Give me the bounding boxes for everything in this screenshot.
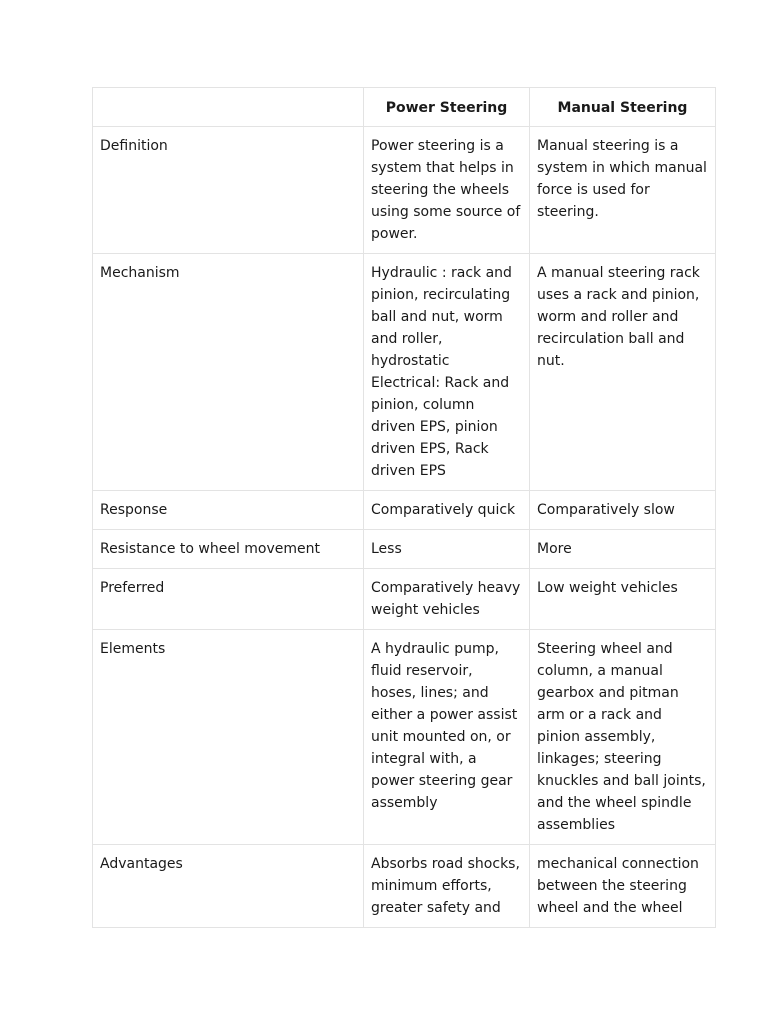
- row-label: Preferred: [93, 569, 364, 630]
- power-cell: Less: [364, 530, 530, 569]
- row-label: Response: [93, 491, 364, 530]
- table-row: [93, 630, 716, 845]
- power-cell: Power steering is a system that helps in steering the wheels using some source of power.: [364, 127, 530, 254]
- power-cell: A hydraulic pump, fluid reservoir, hoses, lines; and either a power assist unit mounted on, or integral with, a power steering gear assembly: [364, 630, 530, 845]
- table-header-row: [93, 88, 716, 127]
- power-cell: Comparatively quick: [364, 491, 530, 530]
- header-manual-steering: Manual Steering: [530, 88, 716, 127]
- table-row: [93, 491, 716, 530]
- table-row: [93, 569, 716, 630]
- row-label: Definition: [93, 127, 364, 254]
- power-cell: Comparatively heavy weight vehicles: [364, 569, 530, 630]
- power-cell: [364, 845, 530, 928]
- table-row: [93, 845, 716, 928]
- header-empty-cell: [93, 88, 364, 127]
- manual-cell: [530, 845, 716, 928]
- comparison-table: [92, 87, 716, 928]
- manual-cell: Comparatively slow: [530, 491, 716, 530]
- manual-cell: A manual steering rack uses a rack and pinion, worm and roller and recirculation ball and nut.: [530, 254, 716, 491]
- manual-cell: Steering wheel and column, a manual gearbox and pitman arm or a rack and pinion assembly, linkages; steering knuckles and ball joints, and the wheel spindle assemblies: [530, 630, 716, 845]
- table-row: [93, 127, 716, 254]
- power-cell: Hydraulic : rack and pinion, recirculating ball and nut, worm and roller, hydrostatic Electrical: Rack and pinion, column driven EPS, pinion driven EPS, Rack driven EPS: [364, 254, 530, 491]
- table-row: [93, 530, 716, 569]
- row-label: Advantages: [93, 845, 364, 928]
- table-row: [93, 254, 716, 491]
- row-label: Elements: [93, 630, 364, 845]
- clipped-text: mechanical connection between the steering wheel and the wheel: [537, 856, 699, 916]
- row-label: Mechanism: [93, 254, 364, 491]
- row-label: Resistance to wheel movement: [93, 530, 364, 569]
- clipped-text: Absorbs road shocks, minimum efforts, greater safety and: [371, 856, 520, 916]
- manual-cell: Manual steering is a system in which manual force is used for steering.: [530, 127, 716, 254]
- manual-cell: More: [530, 530, 716, 569]
- manual-cell: Low weight vehicles: [530, 569, 716, 630]
- header-power-steering: Power Steering: [364, 88, 530, 127]
